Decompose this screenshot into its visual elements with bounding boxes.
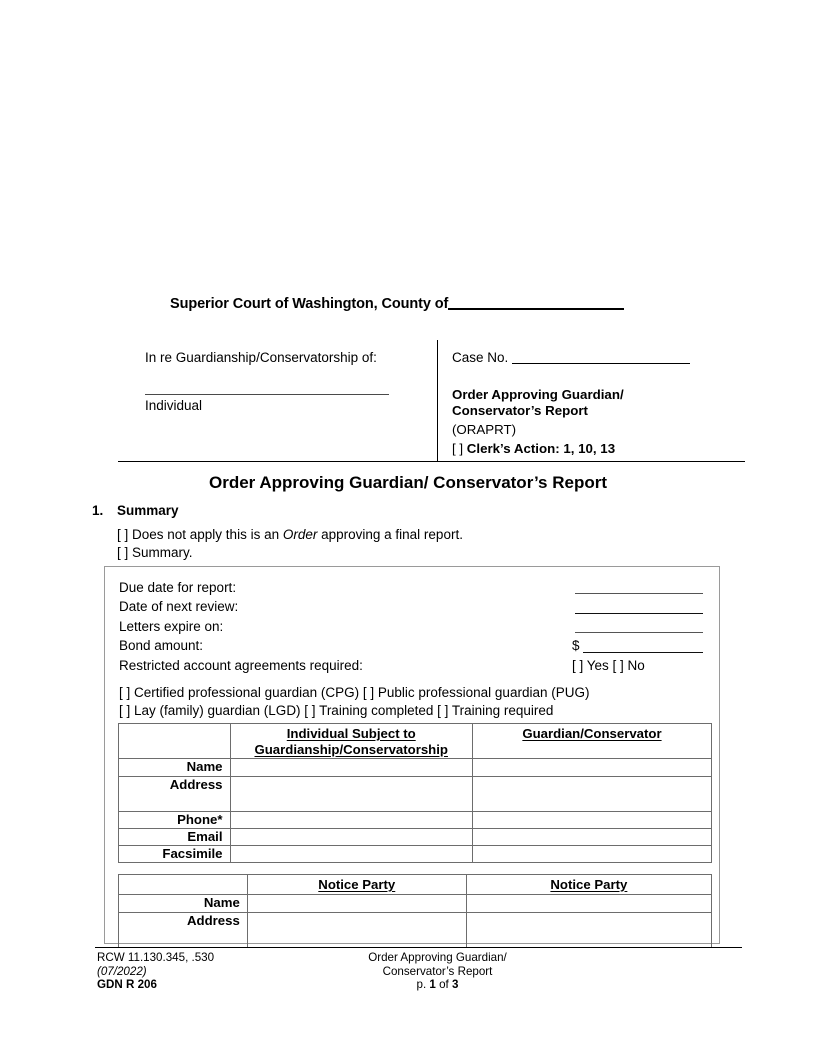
court-heading [170,296,624,312]
summary-row-letters-expire [119,617,709,636]
next-review-input-line[interactable] [575,613,703,614]
row-label-facsimile: Facsimile [119,846,231,863]
row-label-phone: Phone* [119,812,231,829]
summary-row-restricted-account [119,656,709,675]
caption-doc-title [452,387,742,419]
summary-row-bond-amount [119,636,709,655]
footer-revision-date: (07/2022) [97,964,147,978]
case-number-input-line[interactable] [512,363,690,364]
table-row [119,895,712,913]
footer-rcw-citation: RCW 11.130.345, .530 [97,951,215,964]
option-does-not-apply-post: approving a final report. [317,527,463,542]
cell-address-individual[interactable] [230,777,472,812]
caption-left-column [145,350,445,413]
letters-expire-label: Letters expire on: [119,618,224,634]
cell-facsimile-guardian[interactable] [472,846,711,863]
guardian-type-checkboxes [119,684,589,720]
notice-row-label-name: Name [119,895,248,913]
caption-doc-title-line1: Order Approving Guardian/ [452,387,624,402]
caption-doc-title-line2: Conservator’s Report [452,403,588,418]
cell-name-guardian[interactable] [472,759,711,777]
bond-amount-label: Bond amount: [119,638,204,654]
footer-center-block [290,951,585,992]
individual-name-blank-line[interactable] [145,394,389,395]
footer-page-total: 3 [452,978,459,992]
clerks-action-label: Clerk’s Action: 1, 10, 13 [466,441,616,456]
guardian-type-line-2[interactable]: [ ] Lay (family) guardian (LGD) [ ] Training completed [ ] Training required [119,703,554,718]
footer-page-mid: of [435,978,452,992]
cell-phone-individual[interactable] [230,812,472,829]
caption-bottom-rule [118,461,745,462]
option-does-not-apply-italic: Order [282,527,318,542]
footer-separator-rule [95,947,742,948]
cell-notice-name-2[interactable] [466,895,711,913]
due-date-input-line[interactable] [575,593,703,594]
table-row [119,846,712,863]
next-review-label: Date of next review: [119,599,239,615]
county-blank-line[interactable] [448,308,624,310]
row-label-name: Name [119,759,231,777]
table-notice-header-blank [119,875,248,895]
cell-notice-address-1[interactable] [247,913,466,948]
court-heading-text: Superior Court of Washington, County of [170,296,449,312]
restricted-account-label: Restricted account agreements required: [119,657,363,673]
table-row [119,777,712,812]
cell-phone-guardian[interactable] [472,812,711,829]
option-summary[interactable]: [ ] Summary. [117,544,193,560]
table-row [119,759,712,777]
notice-row-label-address: Address [119,913,248,948]
caption-vertical-divider [437,340,438,462]
summary-row-due-date [119,578,709,597]
footer-left-block [97,951,214,992]
cell-address-guardian[interactable] [472,777,711,812]
summary-row-next-review [119,597,709,616]
row-label-email: Email [119,829,231,846]
footer-page-current: 1 [429,978,436,992]
cell-email-guardian[interactable] [472,829,711,846]
case-number-row [452,350,742,365]
table-row [119,913,712,948]
footer-page-number [290,978,585,992]
table-subject-header-individual [230,724,472,759]
footer-title-line1: Order Approving Guardian/ [368,951,507,964]
table-header-row [119,875,712,895]
section-1-options [117,526,463,561]
table-row [119,812,712,829]
bond-amount-input-line[interactable] [583,652,703,653]
due-date-label: Due date for report: [119,580,237,595]
table-row [119,829,712,846]
cell-name-individual[interactable] [230,759,472,777]
table-subject-header-guardian [472,724,711,759]
in-re-label: In re Guardianship/Conservatorship of: [145,350,377,365]
caption-doc-abbreviation: (ORAPRT) [452,422,517,437]
table-individual-guardian [118,723,712,863]
summary-field-rows [119,578,709,675]
clerks-action-row [452,441,742,457]
restricted-account-yes-no-checkboxes[interactable]: [ ] Yes [ ] No [572,657,645,673]
footer-title-line2: Conservator’s Report [382,964,493,978]
cell-notice-address-2[interactable] [466,913,711,948]
header-notice-party-1: Notice Party [318,877,396,892]
section-1-number: 1. [92,503,104,518]
case-number-label: Case No. [452,350,509,365]
table-notice-parties [118,874,712,948]
table-header-row [119,724,712,759]
page-title: Order Approving Guardian/ Conservator’s Report [209,473,607,492]
header-guardian-line1: Guardian/Conservator [522,726,662,741]
cell-notice-name-1[interactable] [247,895,466,913]
header-notice-party-2: Notice Party [550,877,628,892]
caption-block [118,340,745,462]
caption-right-column [452,350,742,457]
individual-label: Individual [145,398,203,413]
footer-page-prefix: p. [416,978,430,992]
dollar-sign: $ [572,638,580,654]
option-does-not-apply-pre: [ ] Does not apply this is an [117,527,283,542]
option-does-not-apply[interactable] [117,526,463,544]
table-notice-header-party-2 [466,875,711,895]
footer-form-code: GDN R 206 [97,978,157,992]
table-subject-header-blank [119,724,231,759]
letters-expire-input-line[interactable] [575,632,703,633]
section-1-title: Summary [117,503,179,518]
guardian-type-line-1[interactable]: [ ] Certified professional guardian (CPG) [ ] Public professional guardian (PUG) [119,685,590,700]
row-label-address: Address [119,777,231,812]
cell-email-individual[interactable] [230,829,472,846]
cell-facsimile-individual[interactable] [230,846,472,863]
header-individual-line1: Individual Subject to [286,726,416,741]
table-notice-header-party-1 [247,875,466,895]
clerks-action-checkbox[interactable]: [ ] [452,441,464,456]
header-individual-line2: Guardianship/Conservatorship [254,741,448,757]
